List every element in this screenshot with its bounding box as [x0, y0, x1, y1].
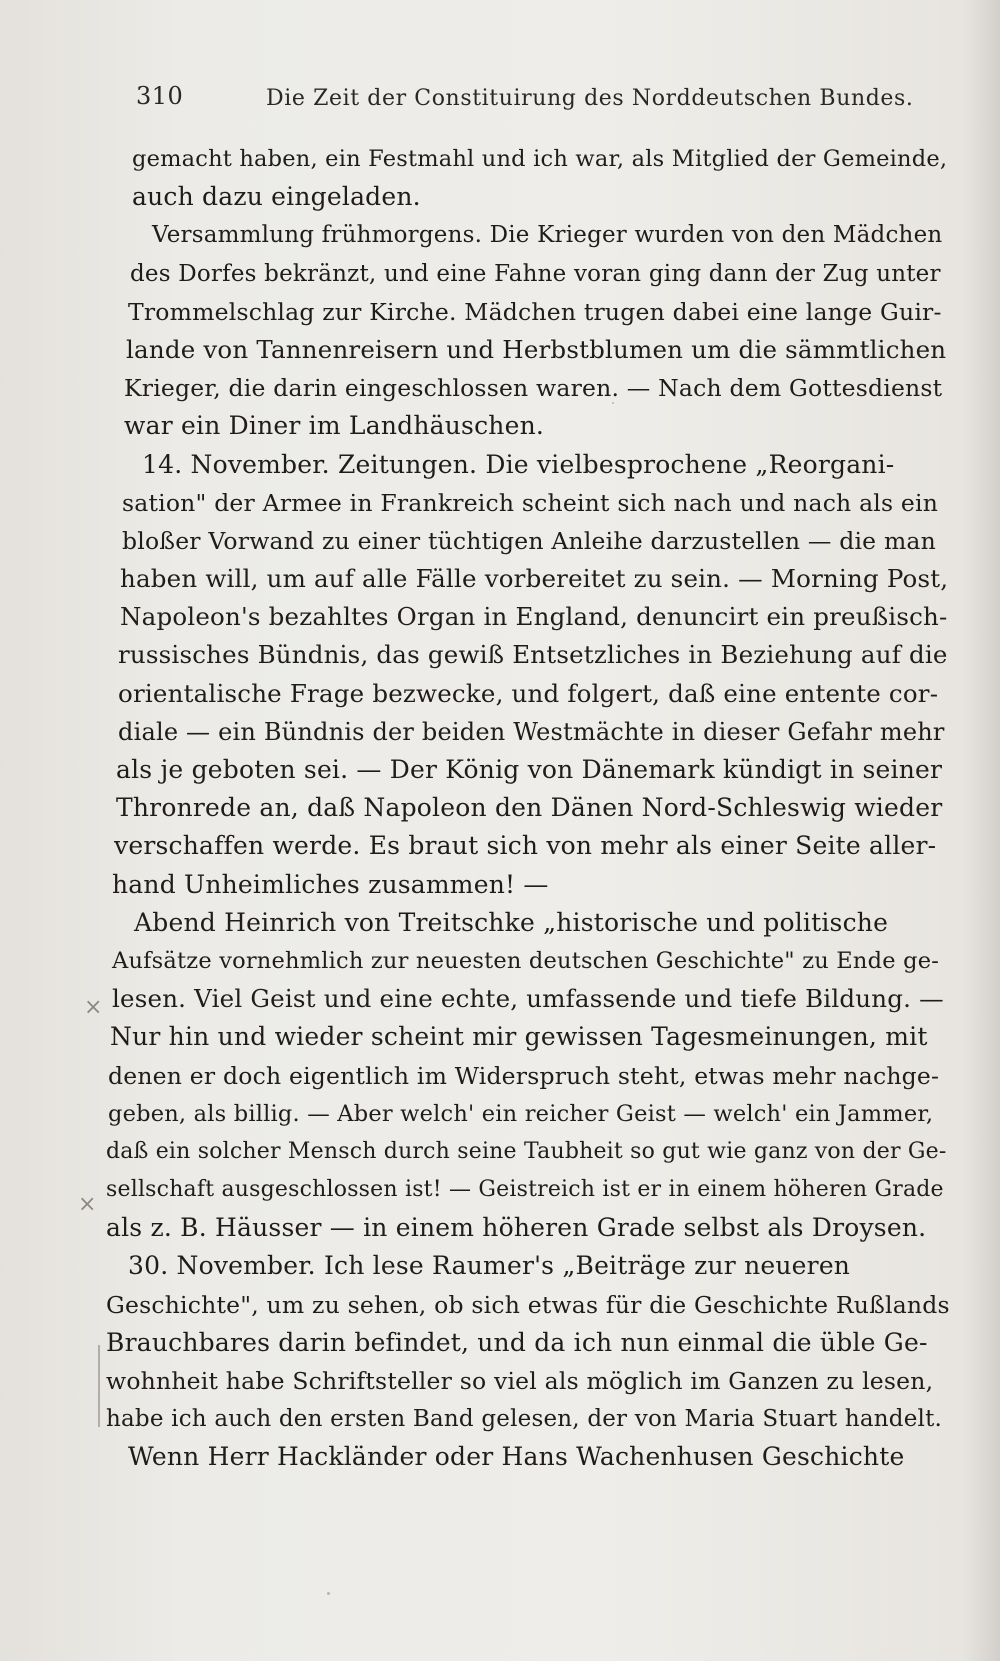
text-line: lande von Tannenreisern und Herbstblumen um die sämmtlichen — [126, 334, 947, 364]
text-line: hand Unheimliches zusammen! — — [112, 869, 549, 899]
text-line: 30. November. Ich lese Raumer's „Beiträge zur neueren — [128, 1251, 851, 1281]
page-edge-shadow — [962, 0, 1000, 1661]
text-line: sation" der Armee in Frankreich scheint sich nach und nach als ein — [122, 488, 939, 517]
text-line: Geschichte", um zu sehen, ob sich etwas für die Geschichte Rußlands — [106, 1290, 950, 1319]
text-line: Abend Heinrich von Treitschke „historische und politische — [134, 907, 889, 937]
text-line: bloßer Vorwand zu einer tüchtigen Anleihe darzustellen — die man — [122, 526, 936, 555]
paper-speck — [612, 402, 614, 404]
text-line: diale — ein Bündnis der beiden Westmächte in dieser Gefahr mehr — [118, 717, 945, 746]
text-line: daß ein solcher Mensch durch seine Taubheit so gut wie ganz von der Ge- — [106, 1138, 947, 1164]
text-line: auch dazu eingeladen. — [132, 182, 421, 212]
text-line: lesen. Viel Geist und eine echte, umfassende und tiefe Bildung. — — [112, 984, 944, 1014]
text-line: Brauchbares darin befindet, und da ich nun einmal die üble Ge- — [106, 1327, 928, 1357]
text-line: des Dorfes bekränzt, und eine Fahne voran ging dann der Zug unter — [130, 260, 941, 287]
text-line: Krieger, die darin eingeschlossen waren. — Nach dem Gottesdienst — [124, 374, 943, 403]
text-line: russisches Bündnis, das gewiß Entsetzliches in Beziehung auf die — [118, 640, 948, 670]
text-line: als z. B. Häusser — in einem höheren Grade selbst als Droysen. — [106, 1213, 927, 1243]
margin-cross-mark: × — [84, 995, 103, 1020]
text-line: Nur hin und wieder scheint mir gewissen Tagesmeinungen, mit — [110, 1022, 928, 1052]
text-line: gemacht haben, ein Festmahl und ich war, als Mitglied der Gemeinde, — [132, 146, 948, 172]
text-line: wohnheit habe Schriftsteller so viel als möglich im Ganzen zu lesen, — [106, 1367, 934, 1395]
margin-pencil-line — [98, 1345, 100, 1427]
text-line: geben, als billig. — Aber welch' ein reicher Geist — welch' ein Jammer, — [108, 1100, 934, 1127]
paper-speck — [327, 1592, 330, 1595]
text-line: Napoleon's bezahltes Organ in England, denuncirt ein preußisch- — [120, 602, 948, 632]
text-line: 14. November. Zeitungen. Die vielbesprochene „Reorgani- — [142, 449, 895, 479]
text-line: Aufsätze vornehmlich zur neuesten deutschen Geschichte" zu Ende ge- — [112, 947, 940, 974]
text-line: sellschaft ausgeschlossen ist! — Geistreich ist er in einem höheren Grade — [106, 1177, 944, 1203]
text-line: als je geboten sei. — Der König von Dänemark kündigt in seiner — [116, 755, 943, 784]
page-number: 310 — [136, 82, 184, 110]
margin-cross-mark: × — [78, 1192, 97, 1217]
text-line: verschaffen werde. Es braut sich von mehr als einer Seite aller- — [114, 831, 937, 861]
text-line: haben will, um auf alle Fälle vorbereitet zu sein. — Morning Post, — [120, 564, 949, 594]
text-line: Versammlung frühmorgens. Die Krieger wurden von den Mädchen — [152, 222, 943, 249]
running-head: Die Zeit der Constituirung des Norddeutschen Bundes. — [266, 86, 914, 111]
text-line: denen er doch eigentlich im Widerspruch steht, etwas mehr nachge- — [108, 1061, 940, 1090]
text-line: Wenn Herr Hackländer oder Hans Wachenhusen Geschichte — [128, 1442, 905, 1472]
text-line: habe ich auch den ersten Band gelesen, der von Maria Stuart handelt. — [106, 1406, 943, 1433]
text-line: orientalische Frage bezwecke, und folgert, daß eine entente cor- — [118, 678, 939, 708]
text-line: war ein Diner im Landhäuschen. — [124, 411, 545, 441]
text-line: Thronrede an, daß Napoleon den Dänen Nord-Schleswig wieder — [116, 793, 943, 823]
body-text — [106, 140, 950, 1477]
text-line: Trommelschlag zur Kirche. Mädchen trugen dabei eine lange Guir- — [128, 297, 942, 326]
page-header — [136, 82, 936, 122]
